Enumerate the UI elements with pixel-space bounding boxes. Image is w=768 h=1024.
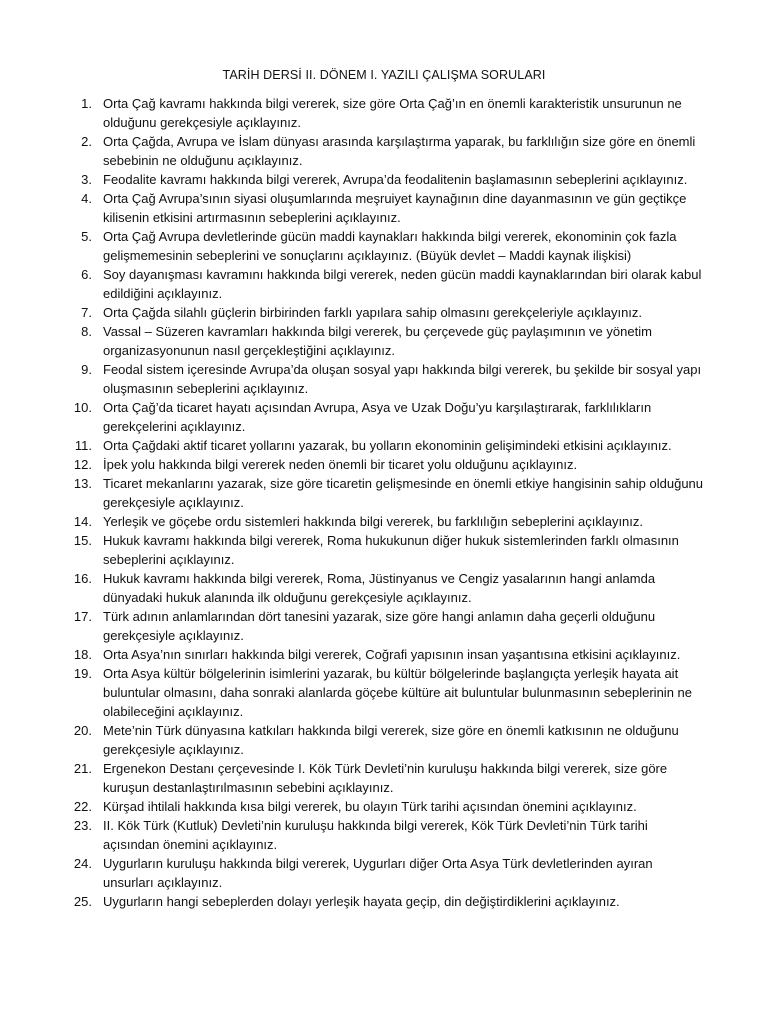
question-number: 3. (81, 172, 92, 187)
question-text: Uygurların hangi sebeplerden dolayı yerleşik hayata geçip, din değiştirdiklerini açıklayınız. (103, 894, 620, 909)
question-text: Orta Çağ kavramı hakkında bilgi vererek, size göre Orta Çağ’ın en önemli karakteristik unsurunun ne olduğunu gerekçesiyle açıklayınız. (103, 96, 682, 130)
question-text: Türk adının anlamlarından dört tanesini yazarak, size göre hangi anlamın daha geçerli olduğunu gerekçesiyle açıklayınız. (103, 609, 656, 643)
question-number: 8. (81, 324, 92, 339)
question-item (0, 892, 705, 911)
question-item (0, 512, 705, 531)
question-text: Orta Çağ’da ticaret hayatı açısından Avrupa, Asya ve Uzak Doğu’yu karşılaştırarak, farklılıkların gerekçelerini açıklayınız. (103, 400, 652, 434)
question-number: 20. (73, 723, 92, 738)
question-number: 16. (73, 571, 92, 586)
question-item (0, 759, 705, 797)
question-number: 2. (81, 134, 92, 149)
question-number: 10. (73, 400, 92, 415)
question-number: 6. (81, 267, 92, 282)
question-item (0, 797, 705, 816)
question-text: Orta Çağ Avrupa devletlerinde gücün maddi kaynakları hakkında bilgi vererek, ekonominin çok fazla gelişmemesinin sebeplerini ve sonuçlarını açıklayınız. (Büyük devlet – Maddi kaynak ilişkisi) (103, 229, 677, 263)
question-number: 15. (73, 533, 92, 548)
question-number: 13. (73, 476, 92, 491)
question-item (0, 265, 705, 303)
document-title: TARİH DERSİ II. DÖNEM I. YAZILI ÇALIŞMA SORULARI (222, 68, 546, 82)
question-item (0, 94, 705, 132)
question-text: II. Kök Türk (Kutluk) Devleti’nin kuruluşu hakkında bilgi vererek, Kök Türk Devleti’nin Türk tarihi açısından önemini açıklayınız. (103, 818, 648, 852)
question-number: 17. (73, 609, 92, 624)
question-text: Feodal sistem içeresinde Avrupa’da oluşan sosyal yapı hakkında bilgi vererek, bu şekilde bir sosyal yapı oluşmasının sebeplerini açıklayınız. (103, 362, 702, 396)
question-item (0, 607, 705, 645)
question-item (0, 227, 705, 265)
question-number: 11. (74, 438, 92, 453)
question-number: 14. (73, 514, 92, 529)
question-number: 4. (81, 191, 92, 206)
question-number: 19. (73, 666, 92, 681)
question-item (0, 455, 705, 474)
question-text: Ticaret mekanlarını yazarak, size göre ticaretin gelişmesinde en önemli etkiye hangisinin sahip olduğunu gerekçesiyle açıklayınız. (103, 476, 704, 510)
question-number: 22. (73, 799, 92, 814)
question-item (0, 664, 705, 721)
question-number: 9. (81, 362, 92, 377)
question-text: Ergenekon Destanı çerçevesinde I. Kök Türk Devleti’nin kuruluşu hakkında bilgi vererek, size göre kuruşun destanlaştırılmasının sebebini açıklayınız. (103, 761, 668, 795)
question-item (0, 322, 705, 360)
question-item (0, 436, 705, 455)
question-number: 23. (73, 818, 92, 833)
question-number: 24. (73, 856, 92, 871)
question-number: 25. (73, 894, 92, 909)
question-text: Orta Çağda silahlı güçlerin birbirinden farklı yapılara sahip olmasını gerekçeleriyle açıklayınız. (103, 305, 643, 320)
question-text: Orta Asya’nın sınırları hakkında bilgi vererek, Coğrafi yapısının insan yaşantısına etkisini açıklayınız. (103, 647, 681, 662)
question-item (0, 645, 705, 664)
question-item (0, 170, 705, 189)
question-item (0, 189, 705, 227)
question-item (0, 398, 705, 436)
question-number: 1. (81, 96, 92, 111)
question-text: Mete’nin Türk dünyasına katkıları hakkında bilgi vererek, size göre en önemli katkısının ne olduğunu gerekçesiyle açıklayınız. (103, 723, 679, 757)
question-text: Orta Asya kültür bölgelerinin isimlerini yazarak, bu kültür bölgelerinde başlangıçta yerleşik hayata ait buluntular olmasını, daha sonraki alanlarda göçebe kültüre ait buluntular bulunmasının sebeplerinin ne olabileceğini açıklayınız. (103, 666, 692, 719)
question-list (0, 94, 705, 911)
question-item (0, 474, 705, 512)
question-number: 7. (81, 305, 92, 320)
question-item (0, 721, 705, 759)
question-text: Soy dayanışması kavramını hakkında bilgi vererek, neden gücün maddi kaynaklarından biri olarak kabul edildiğini açıklayınız. (103, 267, 702, 301)
question-number: 18. (73, 647, 92, 662)
question-item (0, 531, 705, 569)
question-number: 21. (73, 761, 92, 776)
question-item (0, 816, 705, 854)
question-text: İpek yolu hakkında bilgi vererek neden önemli bir ticaret yolu olduğunu açıklayınız. (103, 457, 578, 472)
question-text: Orta Çağda, Avrupa ve İslam dünyası arasında karşılaştırma yaparak, bu farklılığın size göre en önemli sebebinin ne olduğunu açıklayınız. (103, 134, 696, 168)
question-item (0, 569, 705, 607)
question-text: Kürşad ihtilali hakkında kısa bilgi vererek, bu olayın Türk tarihi açısından önemini açıklayınız. (103, 799, 637, 814)
question-text: Hukuk kavramı hakkında bilgi vererek, Roma, Jüstinyanus ve Cengiz yasalarının hangi anlamda dünyadaki hukuk alanında ilk olduğunu gerekçesiyle açıklayınız. (103, 571, 656, 605)
question-text: Orta Çağ Avrupa’sının siyasi oluşumlarında meşruiyet kaynağının dine dayanmasının ve gün geçtikçe kilisenin etkisini artırmasının sebeplerini açıklayınız. (103, 191, 687, 225)
question-number: 12. (73, 457, 92, 472)
question-item (0, 132, 705, 170)
question-text: Feodalite kavramı hakkında bilgi vererek, Avrupa’da feodalitenin başlamasının sebeplerini açıklayınız. (103, 172, 688, 187)
question-item (0, 360, 705, 398)
question-text: Yerleşik ve göçebe ordu sistemleri hakkında bilgi vererek, bu farklılığın sebeplerini açıklayınız. (103, 514, 644, 529)
question-number: 5. (81, 229, 92, 244)
question-item (0, 854, 705, 892)
question-text: Hukuk kavramı hakkında bilgi vererek, Roma hukukunun diğer hukuk sistemlerinden farklı olmasının sebeplerini açıklayınız. (103, 533, 679, 567)
question-text: Vassal – Süzeren kavramları hakkında bilgi vererek, bu çerçevede güç paylaşımının ve yönetim organizasyonunun nasıl gerçekleştiğini açıklayınız. (103, 324, 652, 358)
question-item (0, 303, 705, 322)
question-text: Uygurların kuruluşu hakkında bilgi vererek, Uygurları diğer Orta Asya Türk devletlerinden ayıran unsurları açıklayınız. (103, 856, 653, 890)
question-text: Orta Çağdaki aktif ticaret yollarını yazarak, bu yolların ekonominin gelişimindeki etkisini açıklayınız. (103, 438, 672, 453)
